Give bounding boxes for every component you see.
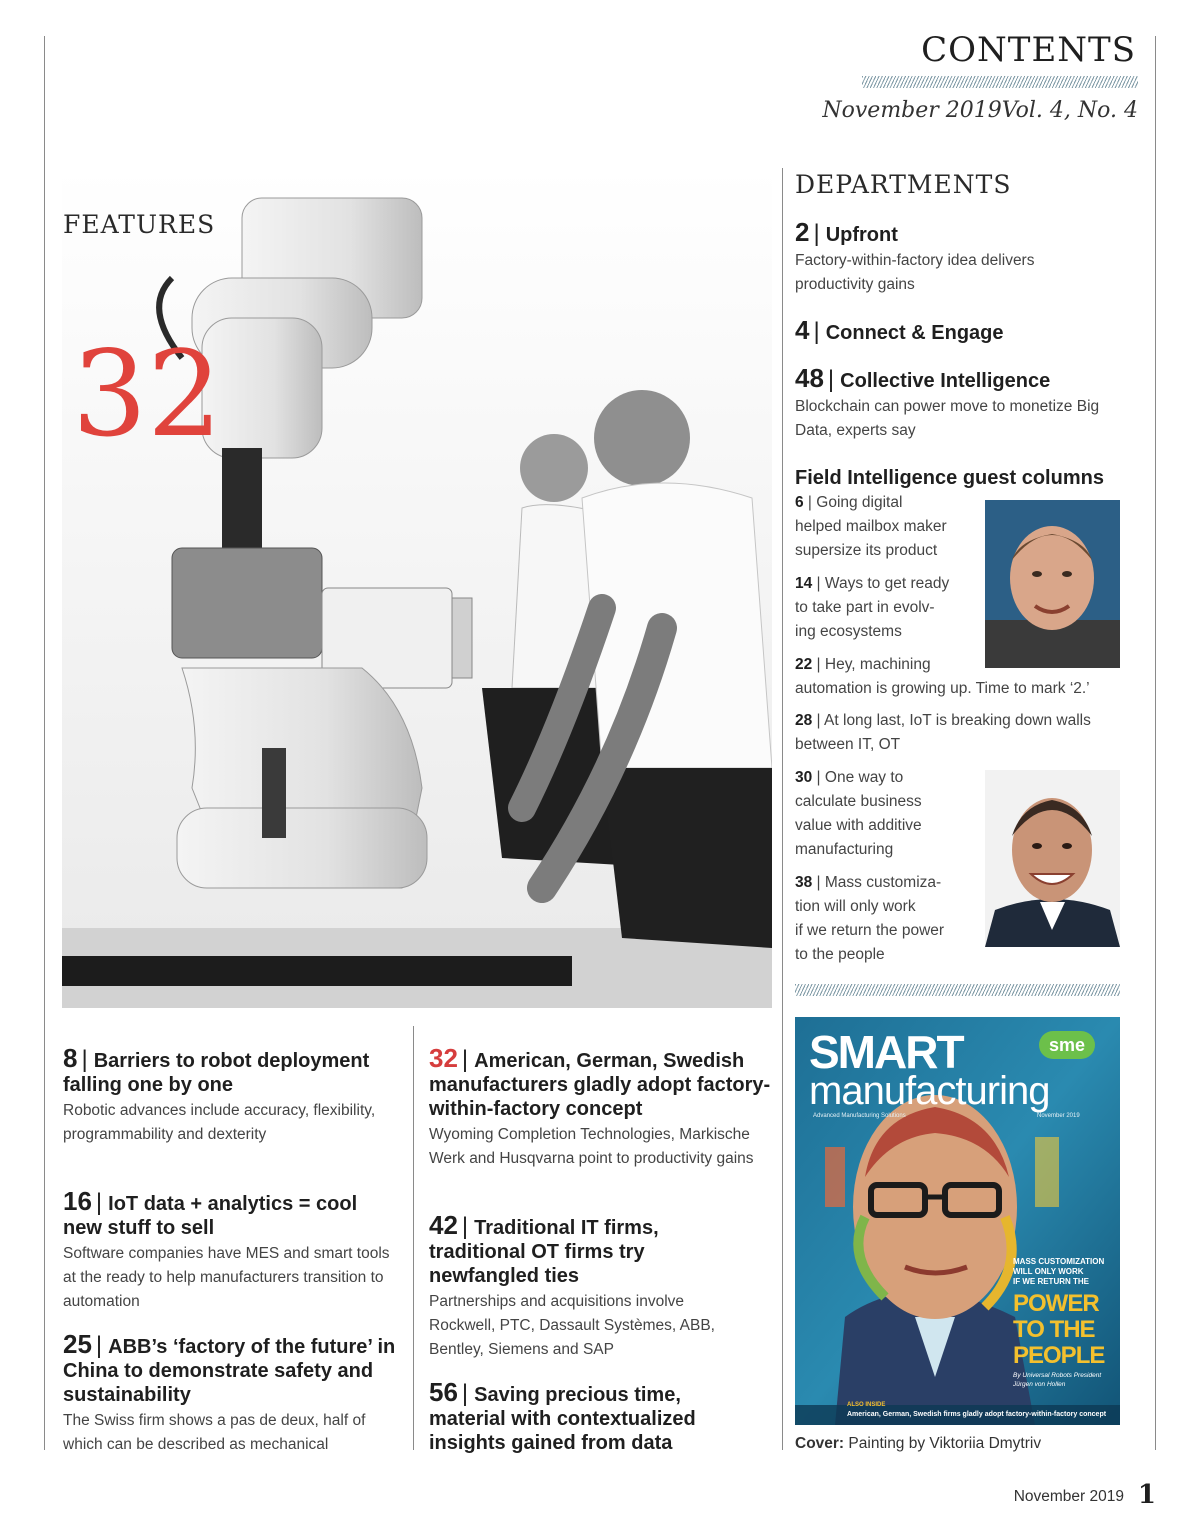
guest-column-line: to take part in evolv- (795, 599, 935, 616)
cover-logo-smart: SMART (809, 1026, 963, 1078)
cover-tagline-right: November 2019 (1037, 1113, 1080, 1119)
feature-description: Wyoming Completion Technologies, Markische Werk and Husqvarna point to productivity gains (429, 1126, 754, 1167)
feature-item-25[interactable] (63, 1329, 403, 1457)
feature-item-56[interactable] (429, 1377, 739, 1455)
guest-column-text: Hey, machining (824, 656, 931, 673)
cover-byline (1013, 1371, 1101, 1389)
feature-title (429, 1377, 739, 1455)
department-item-connect-engage[interactable] (795, 315, 1140, 345)
feature-description: Robotic advances include accuracy, flexibility, programmability and dexterity (63, 1102, 376, 1143)
issue-line (822, 98, 1138, 123)
departments-hatch-rule (795, 984, 1120, 996)
feature-title (429, 1043, 774, 1121)
feature-title (63, 1186, 398, 1240)
cover-also-inside-label: ALSO INSIDE (847, 1402, 886, 1408)
issue-date: November 2019 (822, 98, 1002, 123)
field-intelligence-heading: Field Intelligence guest columns (795, 467, 1104, 489)
cover-kicker (1013, 1257, 1104, 1287)
guest-column-line: 30 | One way to (795, 769, 904, 786)
cover-kicker-line: MASS CUSTOMIZATION (1013, 1257, 1105, 1266)
guest-column-14[interactable] (795, 572, 980, 644)
guest-column-page-number: 14 (795, 575, 813, 592)
guest-column-line: tion will only work (795, 898, 916, 915)
cover-tagline-left: Advanced Manufacturing Solutions (813, 1113, 906, 1119)
feature-item-8[interactable] (63, 1043, 398, 1147)
guest-column-line: to the people (795, 946, 885, 963)
guest-column-line: 38 | Mass customiza- (795, 874, 942, 891)
features-column-rule (413, 1026, 414, 1450)
guest-column-page-number: 22 (795, 656, 813, 673)
feature-description: The Swiss firm shows a pas de deux, half of which can be described as mechanical (63, 1412, 366, 1453)
feature-photo (62, 168, 772, 1008)
feature-title (63, 1329, 403, 1407)
guest-column-line: helped mailbox maker (795, 518, 947, 535)
cover-byline-line: Jürgen von Hollen (1013, 1381, 1066, 1388)
guest-column-line: calculate business (795, 793, 922, 810)
guest-column-line: 22 | Hey, machining (795, 656, 931, 673)
separator: | (461, 1213, 469, 1240)
cover-kicker-line: WILL ONLY WORK (1013, 1267, 1084, 1276)
feature-description: Partnerships and acquisitions involve Rockwell, PTC, Dassault Systèmes, ABB, Bentley, Siemens and SAP (429, 1293, 715, 1358)
page-number: 1 (1137, 1480, 1156, 1510)
department-page-number: 48 (795, 363, 824, 393)
feature-title-text: Traditional IT firms, traditional OT firms try newfangled ties (429, 1217, 659, 1287)
feature-page-number: 42 (429, 1210, 458, 1240)
separator: | (81, 1046, 88, 1073)
guest-column-line: supersize its product (795, 542, 938, 559)
cover-headline (1013, 1291, 1104, 1369)
feature-page-number: 25 (63, 1329, 92, 1359)
cover-headline-line: TO THE (1013, 1316, 1095, 1343)
guest-column-line: automation is growing up. Time to mark ‘2.’ (795, 680, 1090, 697)
guest-column-28[interactable] (795, 709, 1145, 757)
cover-caption (795, 1435, 1041, 1453)
department-description: Factory-within-factory idea delivers productivity gains (795, 252, 1035, 293)
header-hatch-rule (862, 76, 1138, 88)
feature-page-number: 8 (63, 1043, 78, 1073)
cover-kicker-line: IF WE RETURN THE (1013, 1277, 1089, 1286)
footer-date: November 2019 (1013, 1488, 1124, 1505)
separator: | (95, 1332, 103, 1359)
feature-title-text: IoT data + analytics = cool new stuff to sell (63, 1193, 358, 1239)
left-margin-rule (44, 36, 45, 1450)
feature-item-42[interactable] (429, 1210, 729, 1362)
cover-logo-manufacturing: manufacturing (809, 1069, 1050, 1113)
department-title-text: Upfront (825, 224, 898, 246)
feature-title-text: Saving precious time, material with contextualized insights gained from data (429, 1384, 696, 1454)
guest-column-30[interactable] (795, 766, 980, 862)
separator: | (813, 318, 820, 345)
department-item-collective-intelligence[interactable] (795, 363, 1140, 443)
guest-column-line: value with additive (795, 817, 922, 834)
columnist-photo-2 (985, 770, 1120, 947)
departments-heading: DEPARTMENTS (795, 170, 1012, 199)
guest-column-text: Ways to get ready (824, 575, 950, 592)
feature-page-number: 16 (63, 1186, 92, 1216)
guest-column-line: between IT, OT (795, 736, 901, 753)
guest-column-text: One way to (824, 769, 904, 786)
feature-description: Software companies have MES and smart tools at the ready to help manufacturers transition to automation (63, 1245, 390, 1310)
department-title (795, 363, 1140, 393)
department-item-upfront[interactable] (795, 217, 1140, 297)
guest-column-page-number: 38 (795, 874, 813, 891)
feature-title-text: Barriers to robot deployment falling one by one (63, 1050, 370, 1096)
guest-column-page-number: 30 (795, 769, 813, 786)
department-title-text: Collective Intelligence (840, 370, 1051, 392)
robot-workers-illustration (62, 168, 772, 1008)
cover-headline-line: PEOPLE (1013, 1342, 1105, 1369)
feature-title (63, 1043, 398, 1097)
department-title (795, 217, 1140, 247)
guest-column-page-number: 6 (795, 494, 804, 511)
feature-page-number: 56 (429, 1377, 458, 1407)
feature-title-text: American, German, Swedish manufacturers gladly adopt factory-within-factory concept (429, 1050, 771, 1120)
guest-column-line: manufacturing (795, 841, 894, 858)
departments-column-rule (782, 168, 783, 1450)
guest-column-text: Mass customiza- (824, 874, 942, 891)
cover-byline-line: By Universal Robots President (1013, 1372, 1102, 1379)
issue-volume: Vol. 4, No. 4 (1001, 98, 1138, 123)
guest-column-text: At long last, IoT is breaking down walls (824, 712, 1091, 729)
separator: | (827, 366, 835, 393)
cover-also-inside-text: American, German, Swedish firms gladly adopt factory-within-factory concept (847, 1411, 1107, 1418)
department-description: Blockchain can power move to monetize Big Data, experts say (795, 398, 1100, 439)
separator: | (461, 1380, 469, 1407)
cover-headline-line: POWER (1013, 1290, 1099, 1317)
feature-item-32[interactable] (429, 1043, 774, 1171)
separator: | (95, 1189, 103, 1216)
department-title (795, 315, 1140, 345)
feature-item-16[interactable] (63, 1186, 398, 1314)
magazine-cover[interactable] (795, 1017, 1120, 1425)
feature-title (429, 1210, 729, 1288)
features-heading: FEATURES (63, 210, 216, 239)
separator: | (461, 1046, 469, 1073)
separator: | (813, 220, 820, 247)
cover-caption-label: Cover: (795, 1435, 845, 1452)
guest-column-6[interactable] (795, 491, 980, 563)
department-page-number: 4 (795, 315, 810, 345)
feature-page-number: 32 (429, 1043, 458, 1073)
feature-title-text: ABB’s ‘factory of the future’ in China to demonstrate safety and sustainability (63, 1336, 396, 1406)
guest-column-page-number: 28 (795, 712, 813, 729)
page-title: CONTENTS (921, 30, 1136, 70)
guest-column-line: if we return the power (795, 922, 945, 939)
cover-sme-badge: sme (1039, 1031, 1095, 1059)
guest-column-line: 28 | At long last, IoT is breaking down walls (795, 712, 1091, 729)
guest-column-line: 14 | Ways to get ready (795, 575, 950, 592)
guest-column-22[interactable] (795, 653, 1145, 701)
guest-column-line: ing ecosystems (795, 623, 902, 640)
guest-column-line: 6 | Going digital (795, 494, 903, 511)
feature-highlight-number: 32 (72, 325, 223, 463)
guest-column-38[interactable] (795, 871, 980, 967)
guest-column-text: Going digital (816, 494, 903, 511)
department-page-number: 2 (795, 217, 810, 247)
columnist-photo-1 (985, 500, 1120, 668)
department-title-text: Connect & Engage (825, 322, 1004, 344)
right-margin-rule (1155, 36, 1156, 1450)
cover-caption-text: Painting by Viktoriia Dmytriv (844, 1435, 1042, 1452)
